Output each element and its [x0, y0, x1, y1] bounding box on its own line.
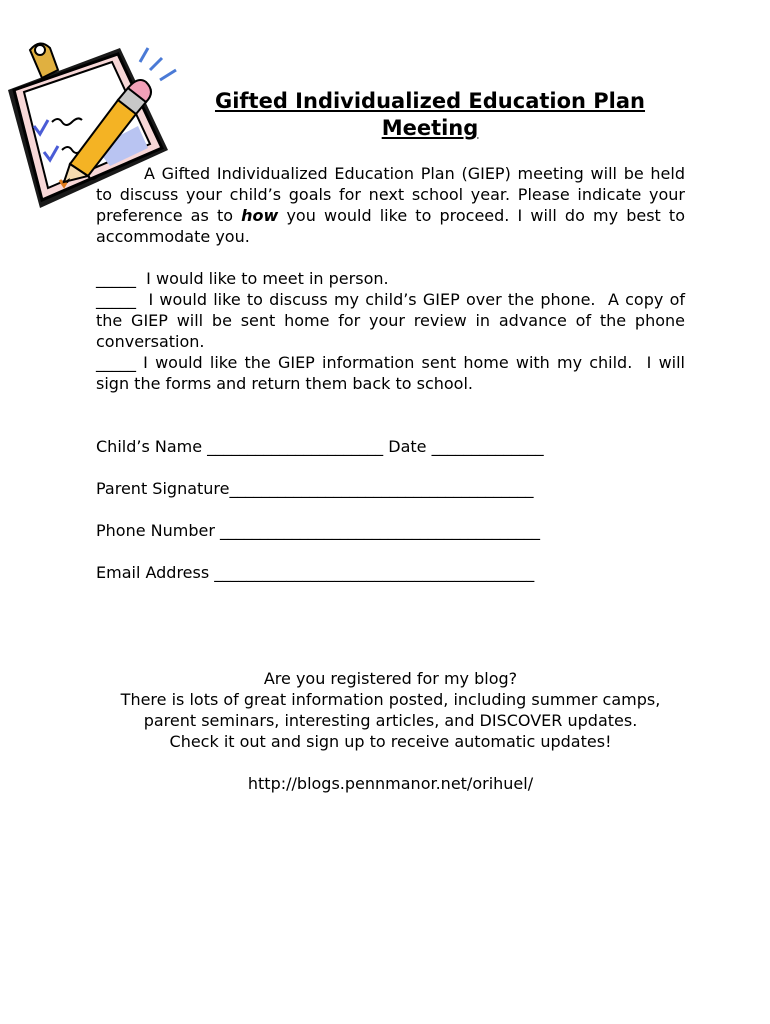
blog-cta: Check it out and sign up to receive automatic updates!	[169, 732, 612, 751]
phone-number-field[interactable]: Phone Number ________________________________________	[96, 521, 541, 540]
option-text: I would like to discuss my child’s GIEP over the phone. A copy of the GIEP will be sent home for your review in advance of the phone conversation.	[96, 290, 691, 351]
option-text: I would like the GIEP information sent home with my child. I will sign the forms and return them back to school.	[96, 353, 691, 393]
form-fields	[96, 436, 716, 604]
blog-promo	[96, 668, 685, 794]
parent-signature-field[interactable]: Parent Signature______________________________________	[96, 479, 534, 498]
blog-info: There is lots of great information posted, including summer camps, parent seminars, interesting articles, and DISCOVER updates.	[120, 690, 661, 730]
option-send-home	[96, 352, 691, 394]
option-blank-line[interactable]: _____	[96, 290, 136, 309]
page-title	[170, 88, 690, 142]
title-line-2: Meeting	[381, 116, 479, 140]
intro-paragraph	[96, 163, 685, 247]
option-blank-line[interactable]: _____	[96, 269, 136, 288]
letter-body	[96, 163, 691, 394]
child-name-date-field[interactable]: Child’s Name ______________________ Date ______________	[96, 437, 544, 456]
title-line-1: Gifted Individualized Education Plan	[214, 89, 646, 113]
email-address-field[interactable]: Email Address ________________________________________	[96, 563, 535, 582]
option-phone	[96, 289, 691, 352]
option-meet-in-person	[96, 268, 685, 289]
intro-before: A Gifted Individualized Education Plan (GIEP) meeting will be held to discuss your child’s goals for next school year. Please indicate your preference as to	[96, 164, 685, 225]
blog-url-link[interactable]: http://blogs.pennmanor.net/orihuel/	[247, 774, 534, 793]
blog-question: Are you registered for my blog?	[263, 669, 518, 688]
intro-after: you would like to proceed. I will do my best to accommodate you.	[96, 206, 685, 246]
option-text: I would like to meet in person.	[136, 269, 389, 288]
option-blank-line[interactable]: _____	[96, 353, 136, 372]
intro-emphasis: how	[241, 206, 279, 225]
